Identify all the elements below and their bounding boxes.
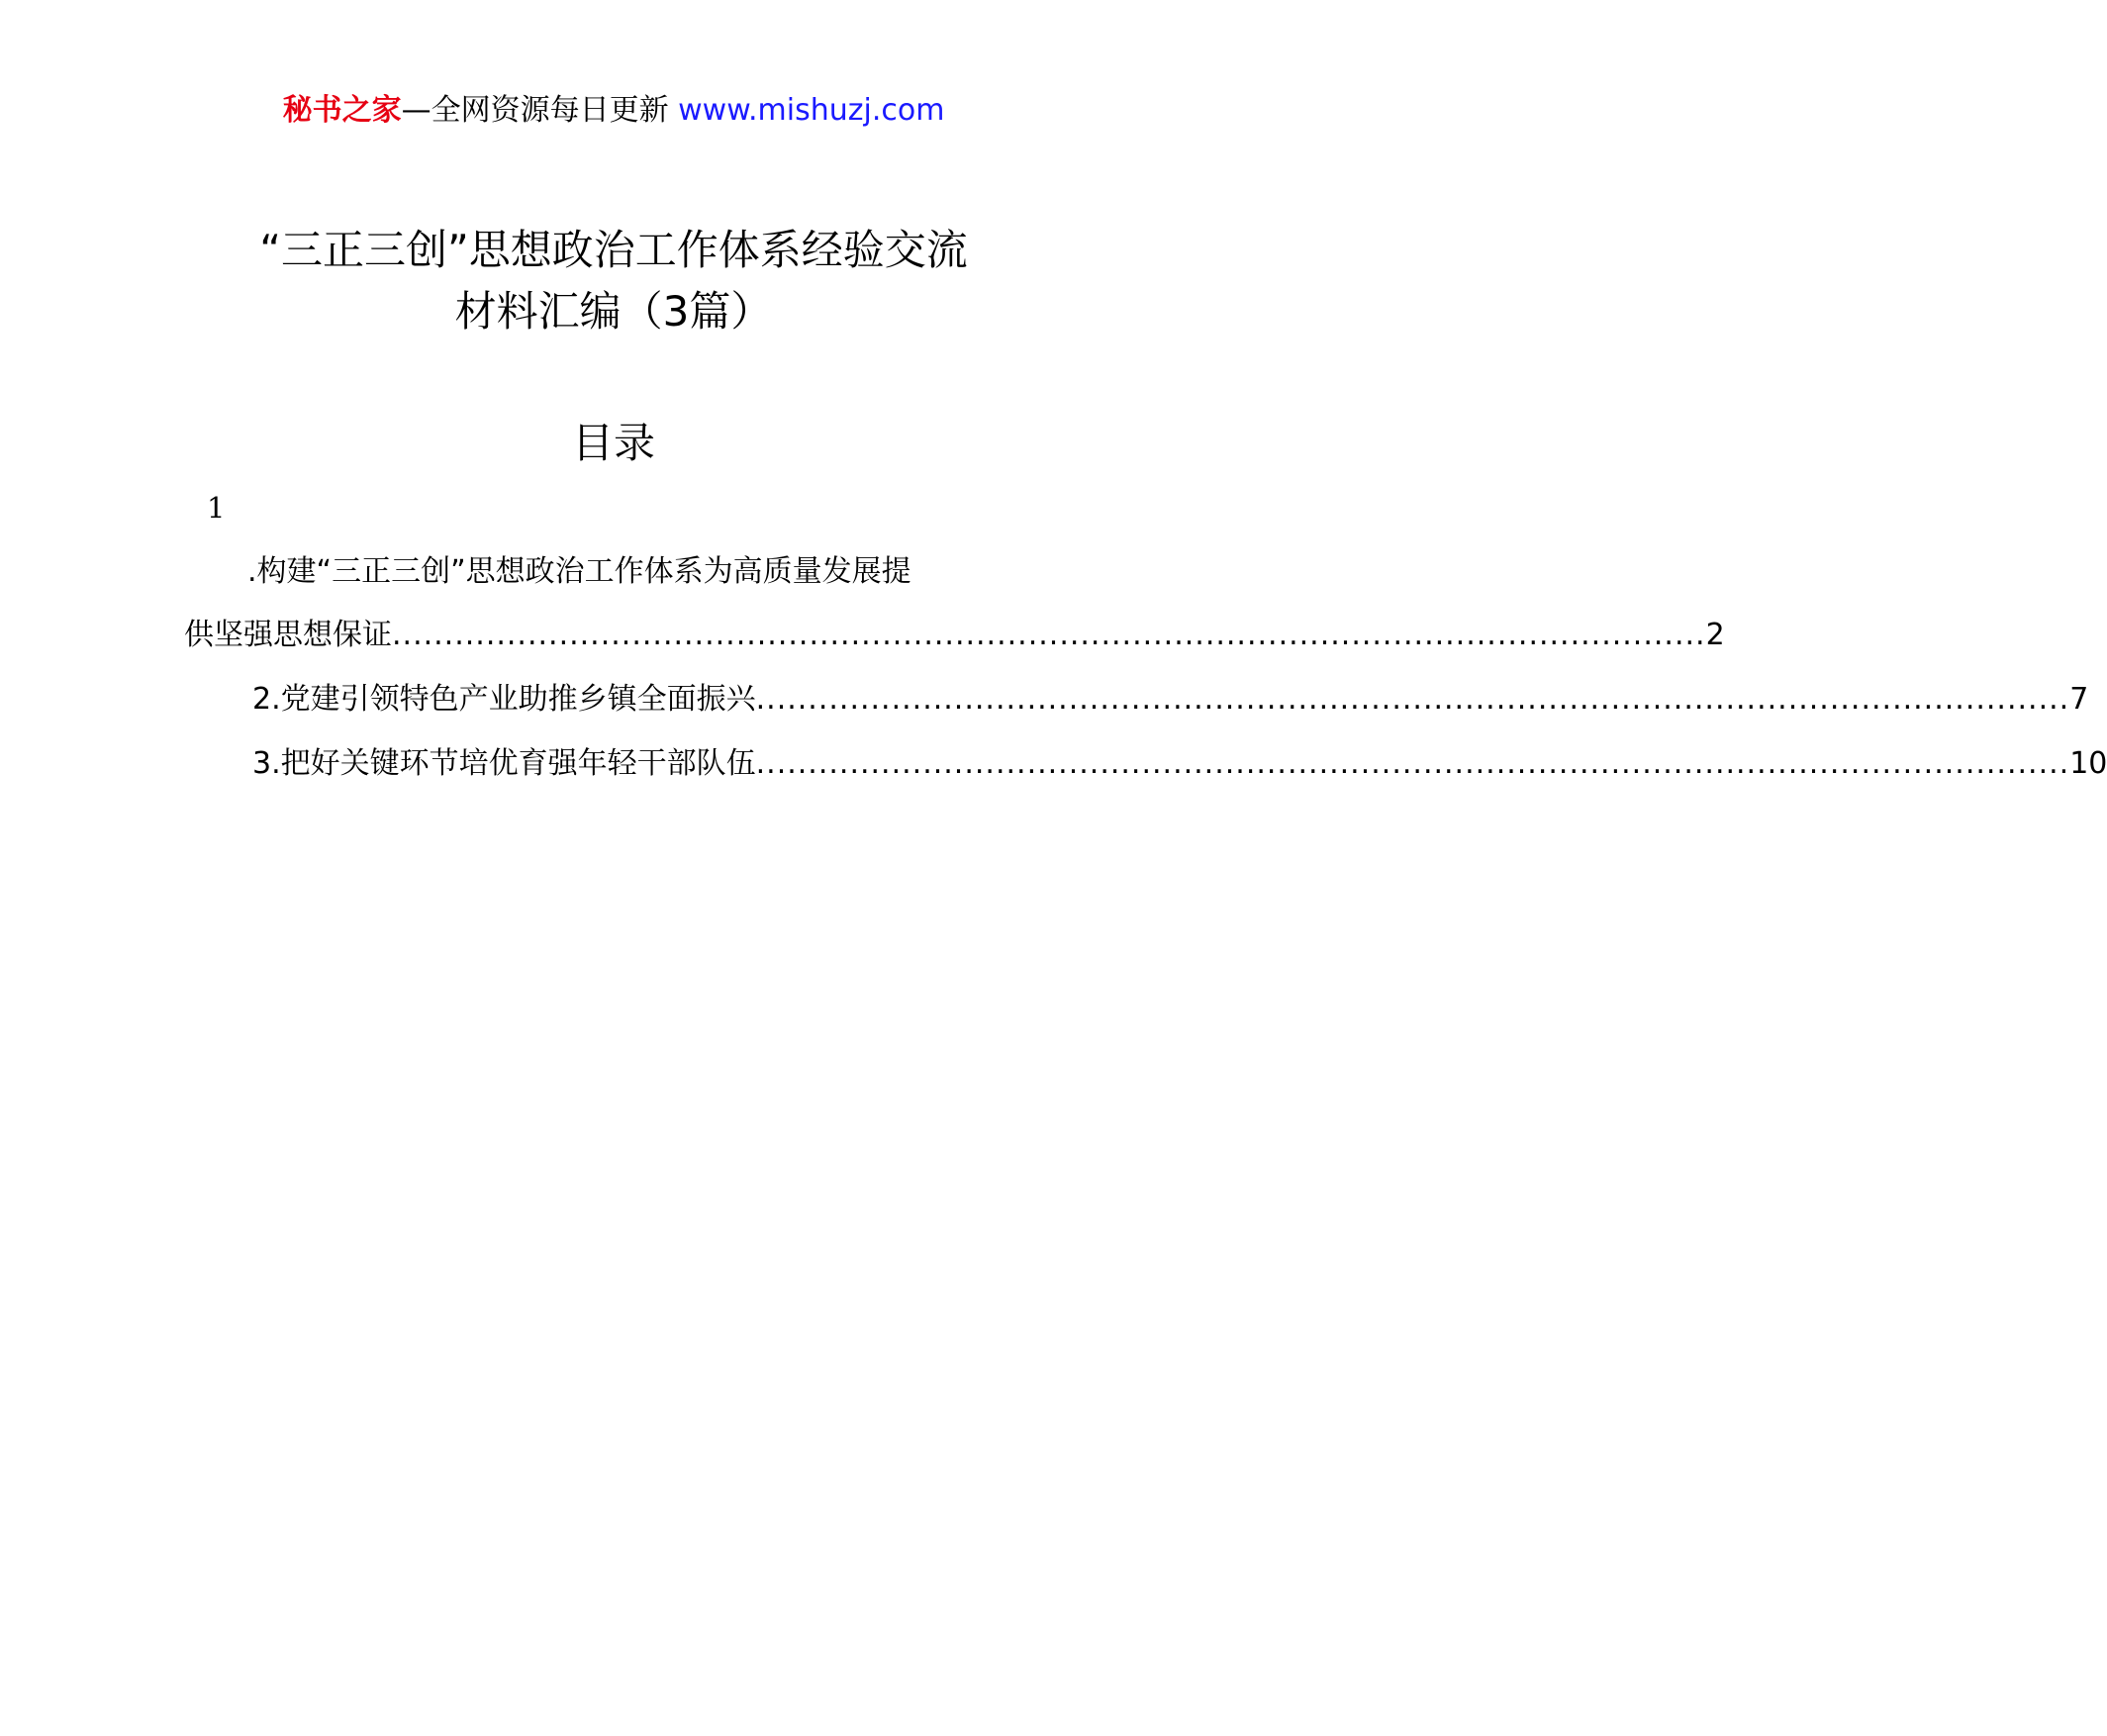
brand-name: 秘书之家 [282, 93, 402, 128]
toc-heading: 目录 [571, 419, 655, 467]
header-tagline: —全网资源每日更新 [401, 93, 669, 128]
site-header [0, 91, 1227, 131]
toc-item-2-text: 2.党建引领特色产业助推乡镇全面振兴 [252, 682, 756, 717]
toc-item-2-page: 7 [2069, 682, 2089, 717]
toc-item-1-text-line-1: .构建“三正三创”思想政治工作体系为高质量发展提 [247, 554, 911, 589]
toc-item-1-line-2[interactable] [184, 614, 1725, 657]
toc-item-1-page: 2 [1705, 618, 1725, 652]
toc-item-3-text: 3.把好关键环节培优育强年轻干部队伍 [252, 746, 756, 781]
toc-item-3-page: 10 [2069, 746, 2107, 781]
toc-item-1-text-line-2: 供坚强思想保证 [184, 618, 392, 652]
document-title-line-2: 材料汇编（3篇） [454, 287, 773, 336]
site-url-link[interactable]: www.mishuzj.com [678, 93, 945, 128]
toc-item-1-line-1[interactable] [247, 550, 1035, 594]
toc-item-number: 1 [207, 491, 226, 525]
dot-leader: .............................................................................................................................. [392, 618, 1706, 652]
document-title [0, 220, 1227, 342]
toc-item-3[interactable] [252, 742, 2107, 786]
document-title-line-1: “三正三创”思想政治工作体系经验交流 [259, 226, 968, 274]
dot-leader: .............................................................................................................................. [755, 682, 2070, 717]
dot-leader: .............................................................................................................................. [755, 746, 2070, 781]
toc-item-2[interactable] [252, 678, 2089, 722]
